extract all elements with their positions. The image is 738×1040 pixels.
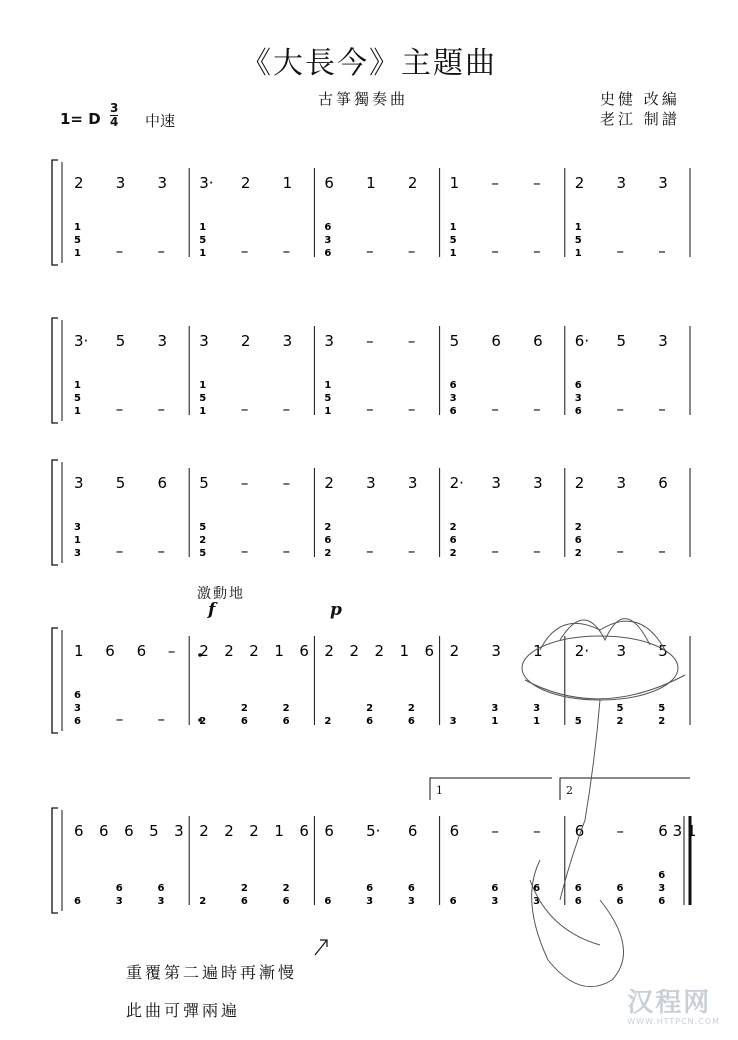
melody-note: 3 bbox=[491, 642, 501, 660]
bass-note: 3 bbox=[366, 896, 374, 907]
melody-note: 3 bbox=[115, 174, 126, 192]
melody-note: 3 bbox=[74, 474, 84, 492]
bass-note: 6 bbox=[574, 535, 582, 546]
bass-note: 6 bbox=[449, 896, 457, 907]
bass-note: – bbox=[533, 542, 541, 560]
system-bracket bbox=[52, 460, 58, 565]
bass-note: 5 bbox=[199, 393, 207, 404]
bass-note: 5 bbox=[574, 716, 582, 727]
performance-note-2: 此曲可彈兩遍 bbox=[126, 1001, 241, 1020]
bass-note: 2 bbox=[199, 896, 207, 907]
bass-note: 6 bbox=[574, 406, 582, 417]
bass-note: 6 bbox=[574, 380, 582, 391]
bass-note: 3 bbox=[533, 896, 541, 907]
melody-note: 6 bbox=[299, 642, 309, 660]
bass-note: 6 bbox=[240, 896, 248, 907]
system-bracket bbox=[52, 808, 58, 913]
bass-note: – bbox=[616, 400, 625, 418]
melody-note: – bbox=[533, 174, 541, 192]
melody-note: 1 bbox=[274, 822, 284, 840]
melody-note: – bbox=[407, 332, 416, 350]
watermark-url: WWW.HTTPCN.COM bbox=[627, 1017, 720, 1026]
bass-note: 6 bbox=[74, 716, 81, 727]
bass-note: – bbox=[282, 242, 291, 260]
arranger-credit: 史健 改編 bbox=[600, 90, 680, 108]
melody-note: 6 bbox=[658, 474, 668, 492]
transcriber-credit: 老江 制譜 bbox=[600, 110, 680, 128]
bass-note: 2 bbox=[616, 716, 624, 727]
melody-note: 6 3 1 bbox=[658, 822, 697, 840]
bass-note: – bbox=[533, 400, 541, 418]
bass-note: – bbox=[366, 242, 374, 260]
melody-note: – bbox=[167, 642, 176, 660]
bass-note: 6 bbox=[533, 883, 541, 894]
melody-note: – bbox=[240, 474, 249, 492]
bass-note: 2 bbox=[574, 522, 582, 533]
melody-note: – bbox=[533, 822, 541, 840]
bass-note: – bbox=[240, 242, 249, 260]
score-title: 《大長今》主題曲 bbox=[241, 46, 497, 81]
melody-note: 5 bbox=[616, 332, 627, 350]
bass-note: 3 bbox=[74, 522, 81, 533]
melody-note: 1 bbox=[74, 642, 84, 660]
melody-note: – bbox=[366, 332, 374, 350]
bass-note: – bbox=[491, 242, 499, 260]
arrow-icon bbox=[315, 940, 327, 955]
bass-note: – bbox=[157, 710, 165, 728]
melody-note: 2 bbox=[249, 642, 259, 660]
melody-note: 2 bbox=[374, 642, 385, 660]
bass-note: 6 bbox=[282, 896, 290, 907]
bass-note: 1 bbox=[574, 248, 582, 259]
bass-note: – bbox=[616, 242, 625, 260]
bass-note: 6 bbox=[449, 535, 457, 546]
bass-note: – bbox=[157, 542, 165, 560]
time-signature-top: 3 bbox=[110, 101, 119, 115]
bass-note: 1 bbox=[199, 248, 207, 259]
bass-note: 5 bbox=[616, 703, 624, 714]
volta-2-bracket bbox=[560, 778, 690, 800]
melody-note: – bbox=[491, 174, 499, 192]
bass-note: 6 bbox=[616, 883, 624, 894]
bass-note: 2 bbox=[199, 535, 207, 546]
melody-note: 6 bbox=[299, 822, 309, 840]
bass-note: 5 bbox=[199, 548, 207, 559]
melody-note: 5 bbox=[449, 332, 460, 350]
bass-note: 6 bbox=[74, 896, 81, 907]
melody-note: 3 bbox=[366, 474, 376, 492]
melody-note: 5 bbox=[149, 822, 159, 840]
melody-note: 3 bbox=[491, 474, 501, 492]
expression-marking: 激動地 bbox=[197, 586, 245, 602]
melody-note: 3 bbox=[407, 474, 418, 492]
bass-note: 2 bbox=[324, 716, 332, 727]
melody-note: 3 bbox=[174, 822, 184, 840]
melody-note: 6 bbox=[574, 822, 585, 840]
bass-note: 3 bbox=[491, 703, 499, 714]
bass-note: 5 bbox=[324, 393, 332, 404]
bass-note: 1 bbox=[74, 248, 81, 259]
bass-note: 2 bbox=[366, 703, 374, 714]
melody-note: 6 bbox=[449, 822, 460, 840]
bass-note: 3 bbox=[324, 235, 332, 246]
time-signature-bottom: 4 bbox=[110, 115, 119, 129]
bass-note: 3 bbox=[157, 896, 165, 907]
performance-note-1: 重覆第二遍時再漸慢 bbox=[126, 963, 298, 982]
bass-note: 1 bbox=[74, 406, 81, 417]
bass-note: 1 bbox=[74, 380, 81, 391]
melody-note: 6 bbox=[136, 642, 147, 660]
melody-note: 5 bbox=[199, 474, 209, 492]
bass-note: 1 bbox=[74, 222, 81, 233]
bass-note: – bbox=[366, 542, 374, 560]
bass-note: 2 bbox=[282, 703, 290, 714]
bass-note: 1 bbox=[449, 248, 457, 259]
bass-note: 1 bbox=[491, 716, 499, 727]
bass-note: – bbox=[240, 400, 249, 418]
bass-note: 5 bbox=[449, 235, 457, 246]
score-subtitle: 古箏獨奏曲 bbox=[318, 90, 409, 108]
bass-note: 6 bbox=[324, 222, 332, 233]
bass-note: – bbox=[491, 400, 499, 418]
melody-note: 3 bbox=[157, 174, 168, 192]
melody-note: 6 bbox=[99, 822, 109, 840]
bass-note: – bbox=[491, 542, 499, 560]
bass-note: 3 bbox=[115, 896, 123, 907]
melody-note: 1 bbox=[449, 174, 460, 192]
melody-note: 1 bbox=[366, 174, 376, 192]
bass-note: 2 bbox=[449, 548, 457, 559]
bass-note: 6 bbox=[449, 380, 457, 391]
melody-note: 2 bbox=[324, 642, 334, 660]
volta-1-bracket bbox=[430, 778, 552, 800]
bass-note: 2 bbox=[199, 716, 207, 727]
melody-note: 3 bbox=[616, 174, 627, 192]
melody-note: 2 bbox=[199, 822, 209, 840]
melody-note: 6 bbox=[157, 474, 168, 492]
bass-note: – bbox=[240, 542, 249, 560]
melody-note: 2 bbox=[199, 642, 209, 660]
bass-note: 2 bbox=[240, 883, 248, 894]
melody-note: 1 bbox=[533, 642, 543, 660]
volta-1-label: 1 bbox=[436, 784, 443, 797]
bass-note: – bbox=[282, 400, 291, 418]
bass-note: 6 bbox=[366, 883, 374, 894]
bass-note: 6 bbox=[74, 690, 81, 701]
bass-note: – bbox=[157, 242, 165, 260]
melody-note: 5 bbox=[658, 642, 668, 660]
bass-note: – bbox=[658, 242, 666, 260]
bass-note: 3 bbox=[407, 896, 415, 907]
melody-note: 6 bbox=[424, 642, 435, 660]
lotus-illustration bbox=[522, 619, 685, 987]
bass-note: 5 bbox=[658, 703, 666, 714]
melody-note: 2 bbox=[324, 474, 334, 492]
bass-note: – bbox=[407, 542, 416, 560]
bass-note: 5 bbox=[574, 235, 582, 246]
melody-note: 6 bbox=[533, 332, 543, 350]
bass-note: – bbox=[366, 400, 374, 418]
melody-note: 3 bbox=[658, 174, 668, 192]
melody-note: 6 bbox=[74, 822, 84, 840]
melody-note: 2· bbox=[574, 642, 590, 660]
melody-note: 1 bbox=[274, 642, 284, 660]
bass-note: 1 bbox=[324, 380, 332, 391]
bass-note: – bbox=[407, 242, 416, 260]
bass-note: 6 bbox=[324, 535, 332, 546]
melody-note: 3 bbox=[157, 332, 168, 350]
bass-note: 3 bbox=[74, 703, 81, 714]
melody-note: 5· bbox=[366, 822, 381, 840]
bass-note: – bbox=[157, 400, 165, 418]
melody-note: – bbox=[616, 822, 625, 840]
melody-note: 3 bbox=[199, 332, 209, 350]
bass-note: 1 bbox=[324, 406, 332, 417]
melody-note: 6 bbox=[324, 822, 334, 840]
melody-note: 2· bbox=[449, 474, 464, 492]
bass-note: 2 bbox=[240, 703, 248, 714]
bass-note: 5 bbox=[74, 393, 81, 404]
melody-note: 3 bbox=[282, 332, 293, 350]
melody-note: – bbox=[491, 822, 499, 840]
staff-notes bbox=[74, 174, 696, 907]
bass-note: 3 bbox=[449, 393, 457, 404]
bass-note: 3 bbox=[533, 703, 541, 714]
melody-note: 2 bbox=[574, 474, 585, 492]
bass-note: 1 bbox=[449, 222, 457, 233]
melody-note: 3· bbox=[74, 332, 89, 350]
bass-note: 2 bbox=[658, 716, 666, 727]
bass-note: 2 bbox=[407, 703, 415, 714]
watermark bbox=[627, 982, 720, 1026]
melody-note: 2 bbox=[240, 332, 251, 350]
bass-note: 6 bbox=[324, 248, 332, 259]
bass-note: 1 bbox=[199, 406, 207, 417]
melody-note: 3 bbox=[324, 332, 334, 350]
bass-note: 6 bbox=[115, 883, 123, 894]
bass-note: 6 bbox=[574, 883, 582, 894]
melody-note: 2 bbox=[449, 642, 460, 660]
bass-note: 6 bbox=[658, 870, 666, 881]
key-signature: 1= D bbox=[60, 110, 101, 128]
bass-note: 1 bbox=[574, 222, 582, 233]
dynamic-forte: f bbox=[208, 600, 216, 620]
bass-note: 1 bbox=[74, 535, 81, 546]
bass-note: 6 bbox=[407, 883, 415, 894]
melody-note: – bbox=[282, 474, 291, 492]
bass-note: 2 bbox=[324, 548, 332, 559]
bass-note: 2 bbox=[282, 883, 290, 894]
melody-note: 2 bbox=[224, 642, 234, 660]
bass-note: 1 bbox=[199, 222, 207, 233]
bass-note: 6 bbox=[366, 716, 374, 727]
bass-note: 5 bbox=[199, 235, 207, 246]
melody-note: 3 bbox=[616, 642, 627, 660]
bass-note: 3 bbox=[574, 393, 582, 404]
bass-note: 6 bbox=[574, 896, 582, 907]
melody-note: 5 bbox=[115, 332, 126, 350]
bass-note: 1 bbox=[199, 380, 207, 391]
bass-note: 3 bbox=[449, 716, 457, 727]
bass-note: – bbox=[115, 400, 124, 418]
bass-note: – bbox=[658, 542, 666, 560]
melody-note: 3 bbox=[533, 474, 543, 492]
melody-note: 3· bbox=[199, 174, 214, 192]
melody-note: 2 bbox=[574, 174, 585, 192]
system-bracket bbox=[52, 628, 58, 733]
bass-note: 6 bbox=[491, 883, 499, 894]
melody-note: 5 bbox=[115, 474, 126, 492]
bass-note: 5 bbox=[199, 522, 207, 533]
bass-note: 2 bbox=[574, 548, 582, 559]
melody-note: 6· bbox=[574, 332, 590, 350]
melody-note: 6 bbox=[491, 332, 501, 350]
bass-note: – bbox=[658, 400, 666, 418]
watermark-name: 汉程网 bbox=[627, 988, 712, 1018]
bass-note: 6 bbox=[407, 716, 415, 727]
bass-note: 6 bbox=[240, 716, 248, 727]
bass-note: – bbox=[282, 542, 291, 560]
tempo-marking: 中速 bbox=[145, 112, 176, 130]
melody-note: 3 bbox=[616, 474, 627, 492]
bass-note: – bbox=[407, 400, 416, 418]
bass-note: 1 bbox=[533, 716, 541, 727]
system-bracket bbox=[52, 160, 58, 265]
bass-note: 3 bbox=[491, 896, 499, 907]
melody-note: 1 bbox=[282, 174, 293, 192]
bass-note: 6 bbox=[157, 883, 165, 894]
melody-note: 2 bbox=[224, 822, 234, 840]
bass-note: 2 bbox=[449, 522, 457, 533]
volta-2-label: 2 bbox=[566, 784, 573, 797]
melody-note: 2 bbox=[249, 822, 259, 840]
bass-note: 3 bbox=[658, 883, 666, 894]
bass-note: – bbox=[115, 542, 124, 560]
melody-note: 2 bbox=[74, 174, 84, 192]
bass-note: 2 bbox=[324, 522, 332, 533]
melody-note: 6 bbox=[124, 822, 134, 840]
melody-note: 6 bbox=[105, 642, 115, 660]
system-bracket bbox=[52, 318, 58, 423]
bass-note: 5 bbox=[74, 235, 81, 246]
bass-note: 6 bbox=[616, 896, 624, 907]
dynamic-piano: p bbox=[330, 600, 342, 620]
bass-note: – bbox=[616, 542, 625, 560]
bass-note: 6 bbox=[449, 406, 457, 417]
melody-note: 2 bbox=[240, 174, 251, 192]
melody-note: 3 bbox=[658, 332, 668, 350]
melody-note: 6 bbox=[407, 822, 418, 840]
bass-note: 6 bbox=[282, 716, 290, 727]
staff-lines bbox=[52, 160, 690, 913]
melody-note: 1 bbox=[399, 642, 410, 660]
bass-note: 6 bbox=[324, 896, 332, 907]
melody-note: 6 bbox=[324, 174, 334, 192]
bass-note: 3 bbox=[74, 548, 81, 559]
melody-note: 2 bbox=[407, 174, 418, 192]
melody-note: 2 bbox=[349, 642, 359, 660]
bass-note: – bbox=[533, 242, 541, 260]
bass-note: 6 bbox=[658, 896, 666, 907]
bass-note: – bbox=[115, 710, 124, 728]
bass-note: – bbox=[115, 242, 124, 260]
